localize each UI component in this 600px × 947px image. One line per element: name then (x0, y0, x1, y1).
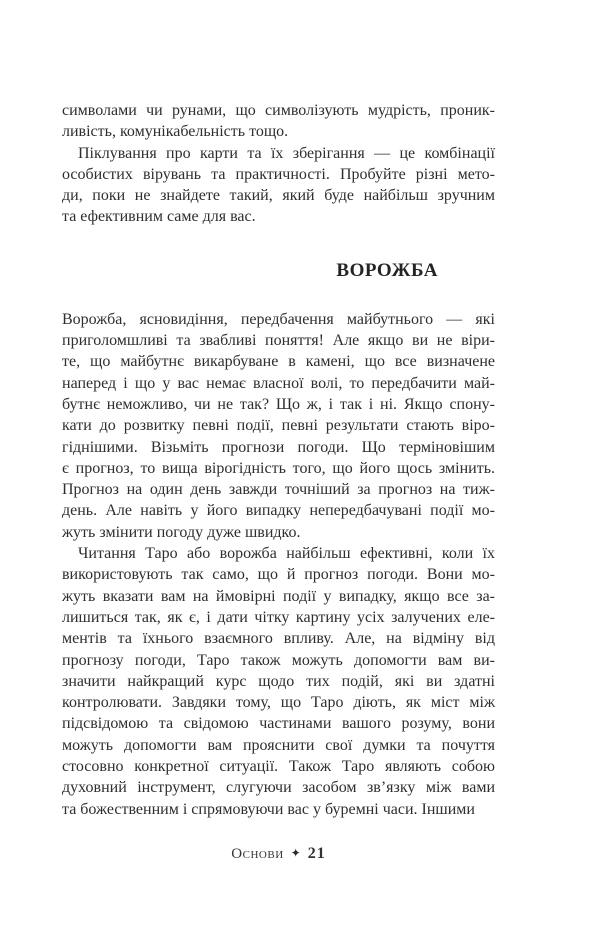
text-line: жуть змінити погоду дуже швидко. (62, 523, 301, 541)
text-line: можуть допомогти вам прояснити свої думки та почуття (62, 736, 495, 754)
page-number: 21 (307, 845, 326, 862)
text-line: та божественним і спрямовуючи вас у буремні часи. Іншими (62, 800, 475, 818)
text-line: лишиться так, як є, і дати чітку картину усіх залучених еле- (62, 608, 495, 626)
text-line: день. Але навіть у його випадку непередбачувані події мо- (62, 502, 495, 520)
diamond-star-icon: ✦ (290, 846, 301, 860)
text-line: жуть вказати вам на ймовірні події у випадку, якщо все за- (62, 587, 495, 605)
text-line: Прогноз на один день завжди точніший за прогноз на тиж- (62, 481, 495, 499)
text-column (62, 100, 495, 820)
text-line: контролювати. Завдяки тому, що Таро діють, як міст між (62, 694, 495, 712)
text-line: гіднішими. Візьміть прогнози погоди. Що терміновішим (62, 438, 495, 456)
paragraph (62, 309, 495, 543)
paragraph (62, 543, 495, 820)
text-line: особистих вірувань та практичності. Пробуйте різні мето- (62, 165, 495, 183)
text-line: Піклування про карти та їх зберігання — це комбінації (78, 144, 495, 162)
text-line: Читання Таро або ворожба найбільш ефективні, коли їх (78, 545, 495, 563)
text-line: підсвідомою та свідомою частинами вашого розуму, вони (62, 715, 495, 733)
text-line: символами чи рунами, що символізують мудрість, проник- (62, 102, 495, 119)
text-line: та ефективним саме для вас. (62, 208, 256, 226)
page-footer (62, 845, 495, 863)
text-line: ливість, комунікабельність тощо. (62, 123, 289, 141)
text-line: Ворожба, ясновидіння, передбачення майбутнього — які (62, 310, 495, 328)
text-line: є прогноз, то вища вірогідність того, що його щось змінить. (62, 459, 495, 477)
paragraph (62, 100, 495, 143)
text-line: бутнє неможливо, чи не так? Що ж, і так і ні. Якщо спону- (62, 395, 495, 413)
text-line: приголомшливі та звабливі поняття! Але якщо ви не віри- (62, 332, 495, 350)
text-line: ди, поки не знайдете такий, який буде найбільш зручним (62, 187, 495, 205)
text-line: наперед і що у вас немає власної волі, то передбачити май- (62, 374, 495, 392)
section-heading: ВОРОЖБА (336, 259, 438, 281)
text-line: використовують так само, що й прогноз погоди. Вони мо- (62, 566, 495, 584)
text-line: прогнозу погоди, Таро також можуть допомогти вам ви- (62, 651, 495, 669)
paragraph (62, 143, 495, 228)
text-line: кати до розвитку певні події, певні результати стають віро- (62, 417, 495, 435)
text-line: духовний інструмент, слугуючи засобом зв’язку між вами (62, 779, 495, 797)
text-line: стосовно конкретної ситуації. Також Таро являють собою (62, 758, 495, 776)
text-line: те, що майбутнє викарбуване в камені, що все визначене (62, 353, 495, 371)
footer-section-title: Основи (231, 846, 284, 862)
text-line: ментів та їхнього взаємного впливу. Але, на відміну від (62, 630, 495, 648)
text-line: значити найкращий курс щодо тих подій, які ви здатні (62, 672, 495, 690)
